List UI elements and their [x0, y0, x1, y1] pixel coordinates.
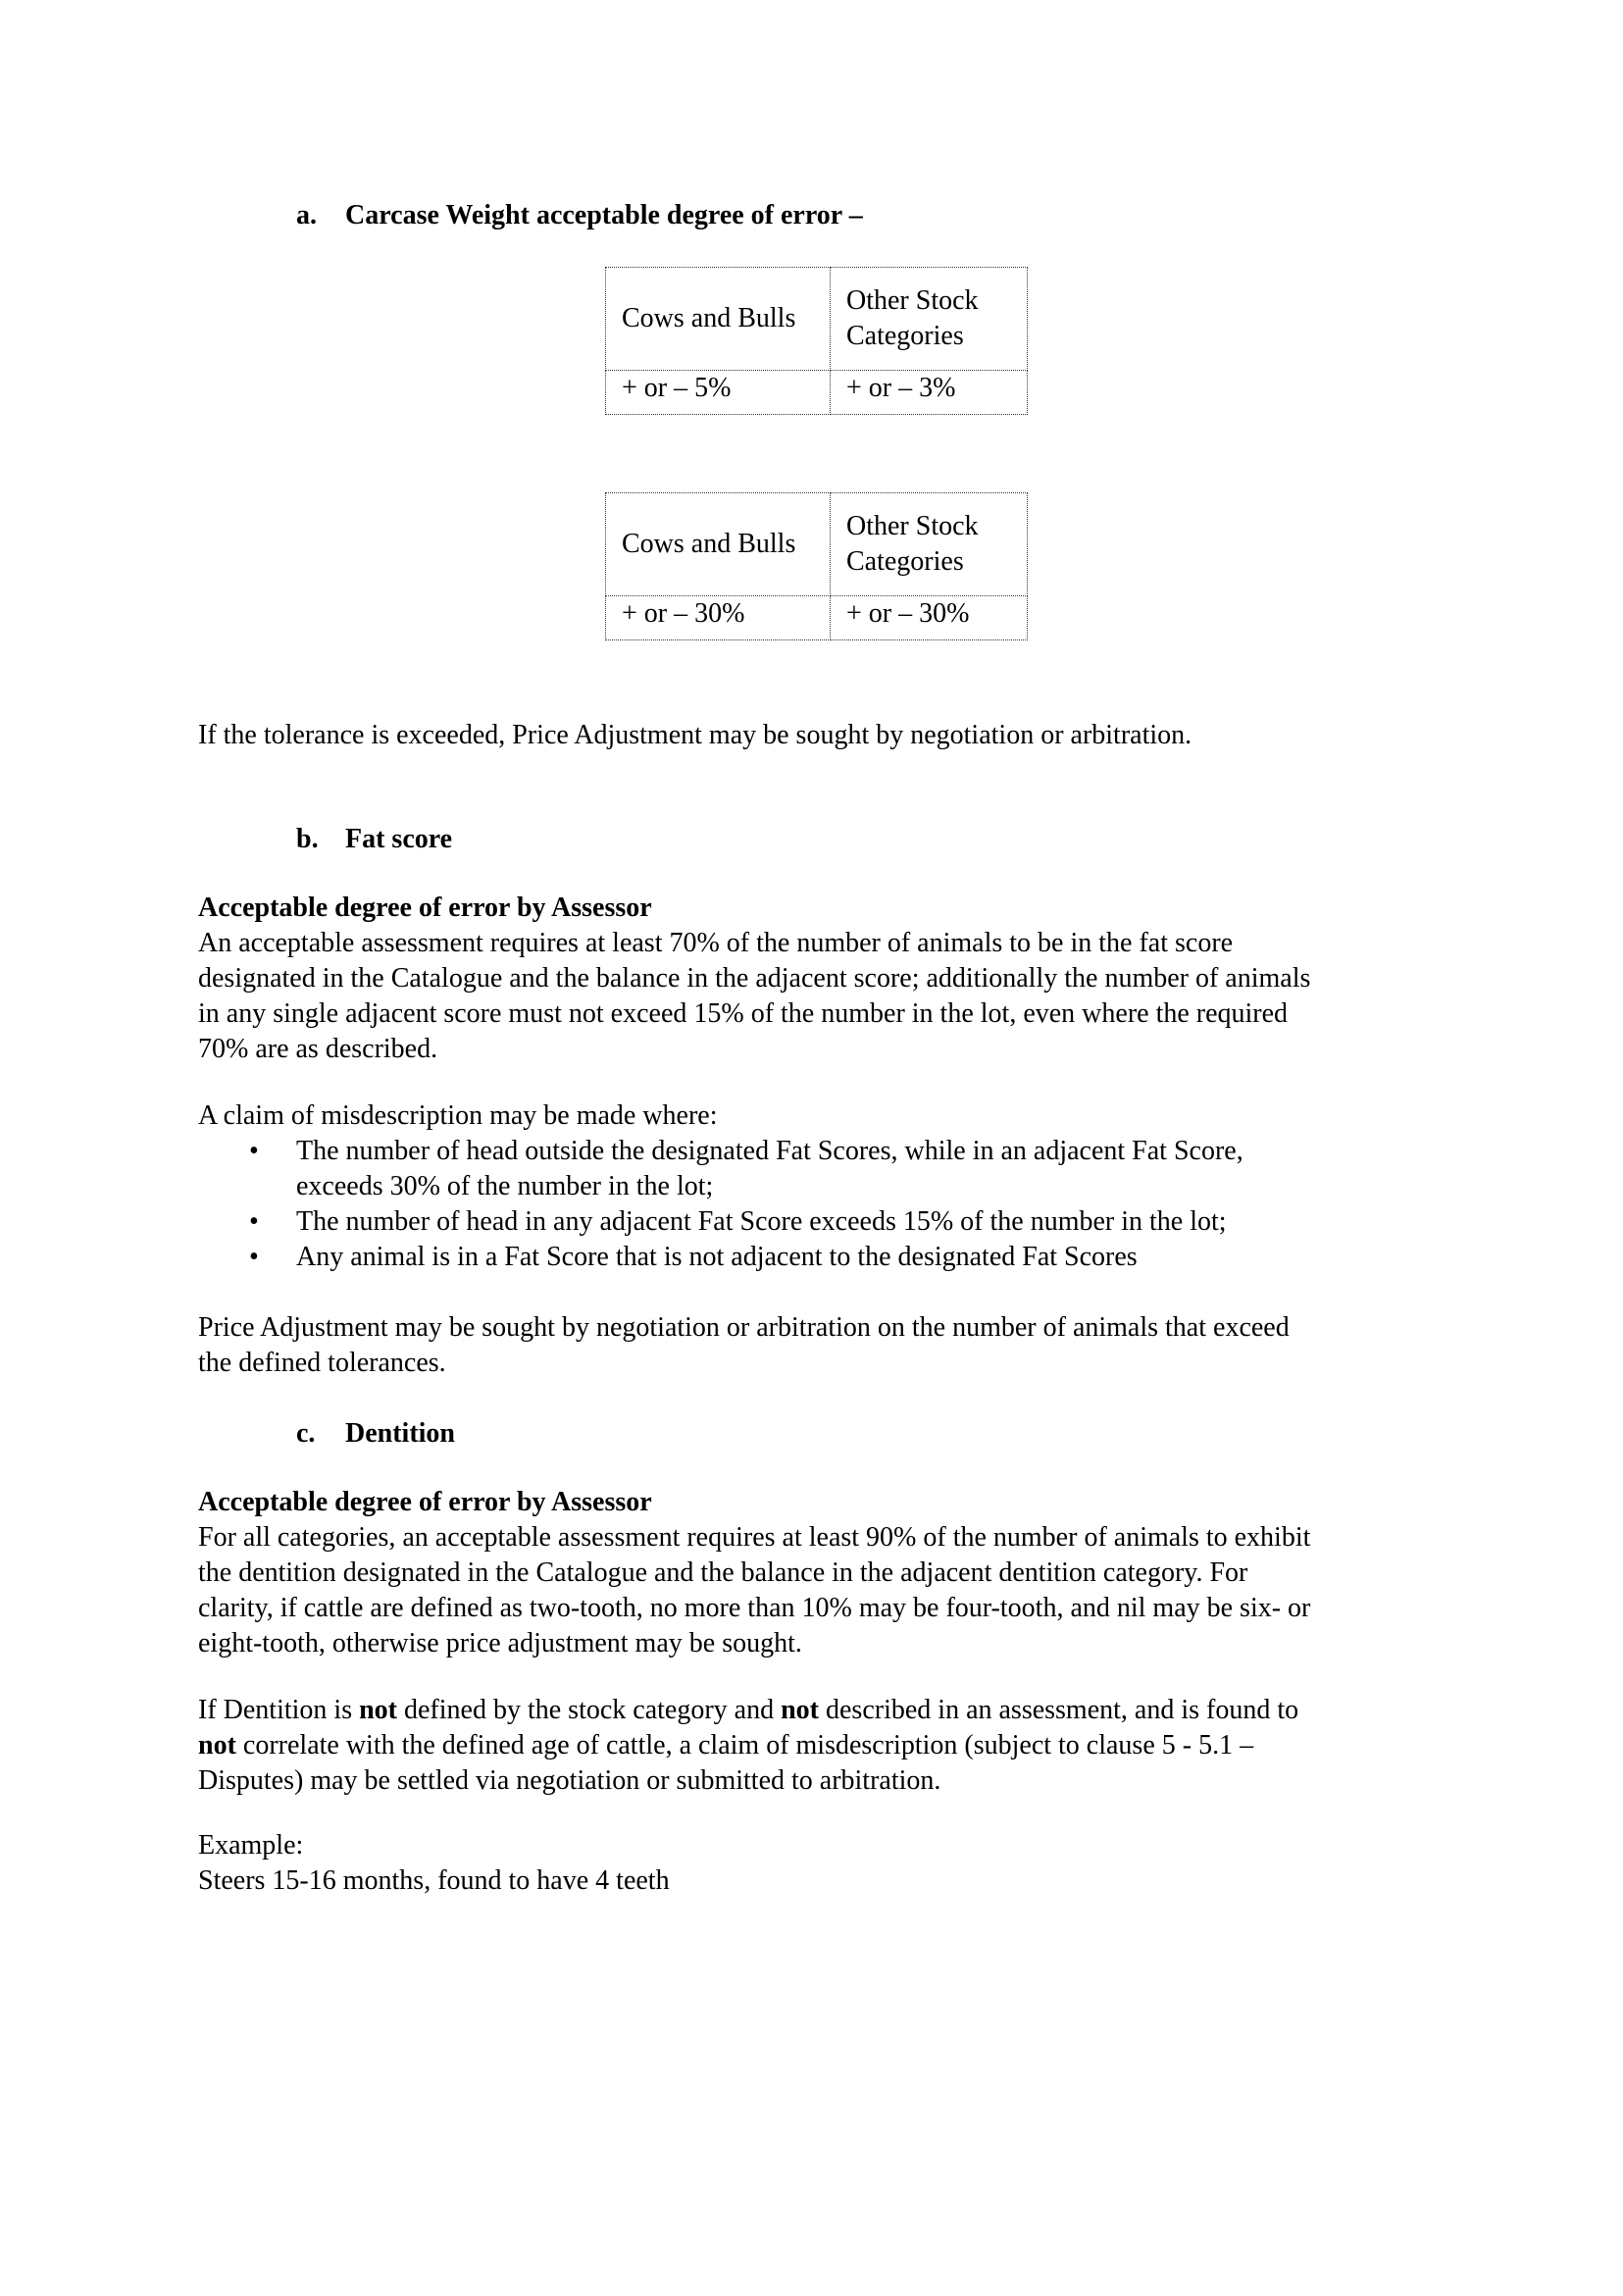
list-item [198, 1240, 1414, 1275]
claim-intro: A claim of misdescription may be made where: [198, 1100, 718, 1131]
carcase-weight-table-1 [605, 267, 1028, 415]
text-run: If Dentition is [198, 1695, 360, 1725]
list-item [198, 1204, 1414, 1240]
paragraph-line: the defined tolerances. [198, 1348, 446, 1378]
table1-col1-value: + or – 5% [606, 371, 831, 415]
section-c-paragraph [198, 1520, 1310, 1661]
table2-col1-value: + or – 30% [606, 596, 831, 640]
paragraph-line: clarity, if cattle are defined as two-tooth, no more than 10% may be four-tooth, and nil may be six- or [198, 1593, 1311, 1623]
table1-col2-header [831, 268, 1028, 371]
section-b-paragraph [198, 926, 1310, 1067]
paragraph-line: Disputes) may be settled via negotiation or submitted to arbitration. [198, 1765, 941, 1796]
bullet-line: The number of head outside the designated Fat Scores, while in an adjacent Fat Score, [296, 1136, 1243, 1166]
paragraph-line [198, 1728, 1298, 1763]
section-a-heading [296, 198, 1179, 233]
section-b-letter: b. [296, 824, 319, 854]
paragraph-line: the dentition designated in the Catalogue and the balance in the adjacent dentition category. For [198, 1557, 1248, 1588]
table1-col1-header: Cows and Bulls [606, 268, 831, 371]
bullet-line: Any animal is in a Fat Score that is not adjacent to the designated Fat Scores [296, 1242, 1138, 1272]
tolerance-note: If the tolerance is exceeded, Price Adjustment may be sought by negotiation or arbitration. [198, 720, 1192, 750]
section-b-heading [296, 822, 885, 857]
price-adjustment-paragraph [198, 1310, 1290, 1381]
example-text: Steers 15-16 months, found to have 4 teeth [198, 1865, 670, 1896]
bullet-line: The number of head in any adjacent Fat Score exceeds 15% of the number in the lot; [296, 1206, 1227, 1237]
table2-col1-header: Cows and Bulls [606, 493, 831, 596]
table2-col2-header-line2: Categories [846, 546, 964, 577]
paragraph-line: 70% are as described. [198, 1034, 438, 1064]
text-run: correlate with the defined age of cattle, a claim of misdescription (subject to clause 5 - 5.1 – [235, 1730, 1254, 1760]
table2-col2-header [831, 493, 1028, 596]
section-c-subheading: Acceptable degree of error by Assessor [198, 1487, 652, 1517]
list-item [198, 1134, 1414, 1204]
section-b-subheading: Acceptable degree of error by Assessor [198, 893, 652, 923]
carcase-weight-table-2 [605, 492, 1028, 640]
table1-col2-header-line2: Categories [846, 321, 964, 351]
paragraph-line: For all categories, an acceptable assessment requires at least 90% of the number of animals to exhibit [198, 1522, 1311, 1553]
table1-col2-header-line1: Other Stock [846, 285, 979, 316]
misdescription-bullet-list [198, 1134, 1414, 1275]
section-a-title: Carcase Weight acceptable degree of error – [345, 200, 863, 230]
table2-col2-value: + or – 30% [831, 596, 1028, 640]
bullet-icon: • [249, 1206, 259, 1237]
section-c-letter: c. [296, 1418, 316, 1449]
paragraph-line: Price Adjustment may be sought by negotiation or arbitration on the number of animals that exceed [198, 1312, 1290, 1343]
paragraph-line: An acceptable assessment requires at least 70% of the number of animals to be in the fat score [198, 928, 1234, 958]
emphasis-not: not [198, 1730, 236, 1760]
text-run: described in an assessment, and is found to [819, 1695, 1299, 1725]
paragraph-line: eight-tooth, otherwise price adjustment may be sought. [198, 1628, 802, 1658]
paragraph-line: designated in the Catalogue and the balance in the adjacent score; additionally the number of animals [198, 963, 1311, 994]
section-b-title: Fat score [345, 824, 453, 854]
emphasis-not: not [781, 1695, 819, 1725]
table2-col2-header-line1: Other Stock [846, 511, 979, 541]
table1-col2-value: + or – 3% [831, 371, 1028, 415]
section-c-title: Dentition [345, 1418, 455, 1449]
example-label: Example: [198, 1830, 304, 1861]
paragraph-line: in any single adjacent score must not exceed 15% of the number in the lot, even where the required [198, 998, 1289, 1029]
paragraph-line [198, 1693, 1298, 1728]
example-block [198, 1828, 670, 1899]
bullet-line: exceeds 30% of the number in the lot; [296, 1171, 714, 1201]
dentition-not-defined-paragraph [198, 1693, 1298, 1799]
bullet-icon: • [249, 1242, 259, 1272]
bullet-icon: • [249, 1136, 259, 1166]
section-a-letter: a. [296, 200, 317, 230]
emphasis-not: not [359, 1695, 397, 1725]
text-run: defined by the stock category and [397, 1695, 782, 1725]
section-c-heading [296, 1416, 885, 1452]
